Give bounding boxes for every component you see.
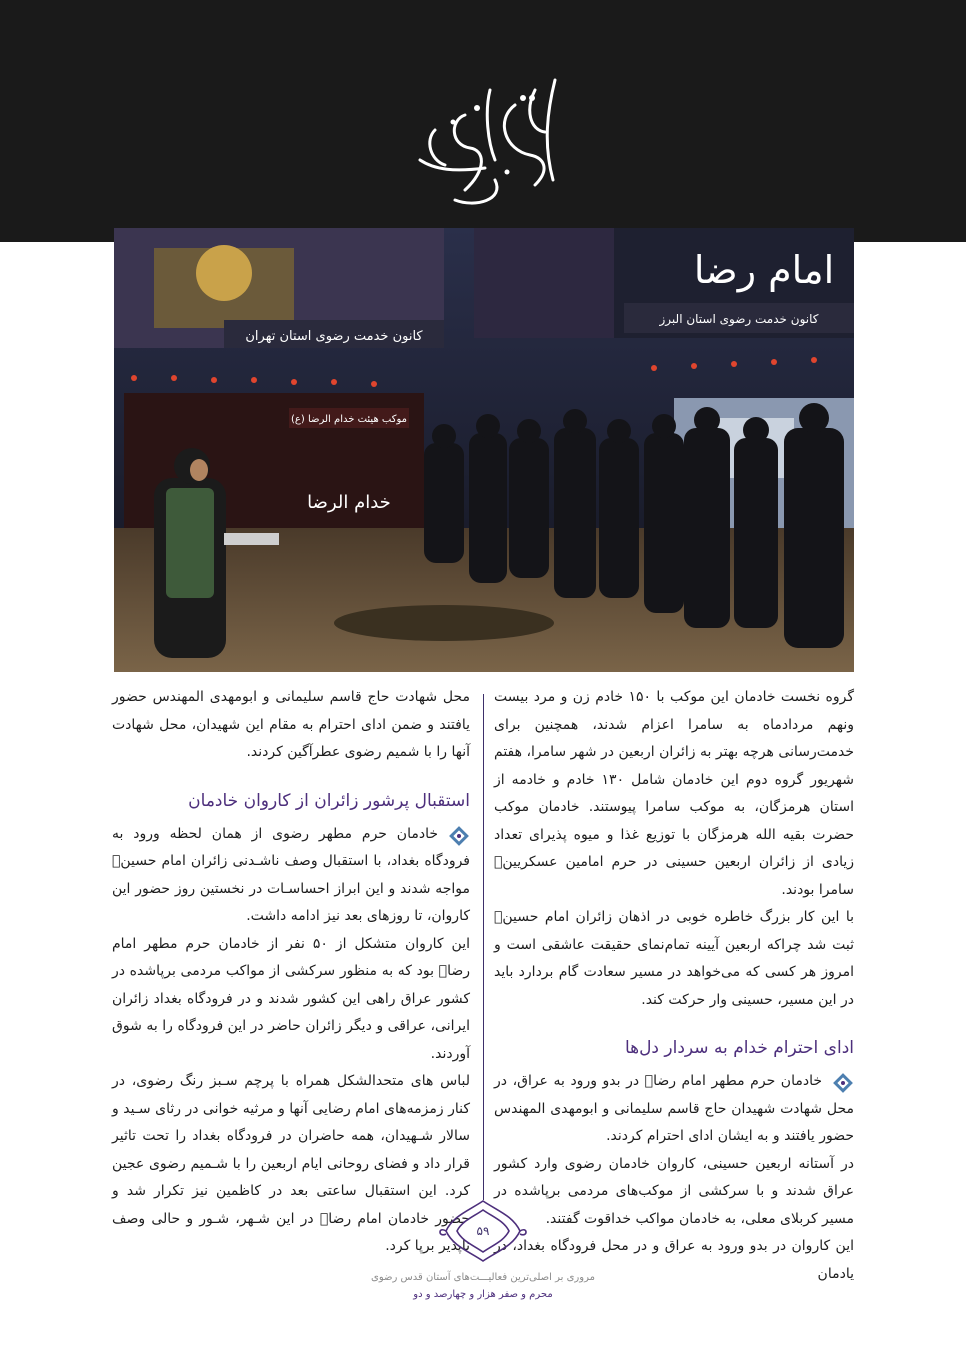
footer-issue-date: محرم و صفر هزار و چهارصد و دو <box>413 1289 553 1300</box>
banner-right-text: کانون خدمت رضوی استان البرز <box>659 312 819 326</box>
ornament-diamond-icon <box>448 825 470 847</box>
sign-center-text: موکب هیئت خدام الرضا (ع) <box>291 414 407 425</box>
column-divider <box>483 694 484 1200</box>
section-title: ادای احترام خدام به سردار دل‌ها <box>624 1038 854 1058</box>
section-title: استقبال پرشور زائران از کاروان خادمان <box>188 790 470 811</box>
paragraph-text: خادمان حرم مطهر رضوی از همان لحظه ورود به فرودگاه بغداد، با استقبال وصف ناشـدنی زائران امام حسین﷣ مواجه شدند و این ابراز احساسـات در نخستین روز حضور این کاروان، تا روزهای بعد نیز ادامه داشت. <box>112 825 470 924</box>
footer-publication-title: مروری بر اصلی‌ترین فعالیـــت‌های آستان قدس رضوی <box>371 1272 595 1283</box>
paragraph <box>112 821 470 931</box>
paragraph: در آستانه اربعین حسینی، کاروان خادمان رضوی وارد کشور عراق شدند و با سرکشی از موکب‌های مردمی برپاشده در مسیر کربلای معلی، به خادمان مواکب خداقوت گفتند. <box>494 1155 854 1227</box>
sign-lower-text: خدام الرضا <box>307 492 391 513</box>
paragraph: گروه نخست خادمان این موکب با ۱۵۰ خادم زن و مرد بیست ونهم مردادماه به سامرا اعزام شدند، همچنین برای خدمت‌رسانی هرچه بهتر به زائران اربعین در شهر سامرا، هفتم شهریور گروه دوم این خادمان شامل ۱۳۰ خادم و خادمه از استان هرمزگان، به موکب سامرا پیوستند. خادمان موکب حضرت بقیه الله هرمزگان با توزیع غذا و میوه پذیرای تعداد زیادی از زائران اربعین حسینی در حرم امامین عسکریین﷦ سامرا بودند. <box>494 689 854 898</box>
header-band <box>0 0 966 242</box>
paragraph: لباس های متحدالشکل همراه با پرچم سـبز رنگ رضوی، در کنار زمزمه‌های امام رضایی آنها و مرثیه خوانی در رثای سـید و سالار شـهیدان، همه حاضران در فرودگاه بغداد را تحت تاثیر قرار داد و فضای روحانی ایام اربعین را با شـمیم رضوی عجین کرد. این استقبال ساعتی بعد در کاظمین نیز تکرار شد و حضور خادمان امام رضا﷣ در این شـهر، شـور و حالی وصف ناپذیر برپا کرد. <box>112 1073 470 1254</box>
event-photo <box>114 228 854 672</box>
paragraph-text: خادمان حرم مطهر امام رضا﷣ در بدو ورود به عراق، در محل شهادت شهیدان حاج قاسم سلیمانی و ابومهدی المهندس حضور یافتند و به ایشان ادای احترام کردند. <box>494 1073 854 1144</box>
calligraphy-logo <box>395 60 585 210</box>
banner-left-text: کانون خدمت رضوی استان تهران <box>245 329 423 344</box>
ornament-diamond-icon <box>832 1072 854 1094</box>
paragraph: این کاروان متشکل از ۵۰ نفر از خادمان حرم مطهر امام رضا﷣ بود که به منظور سرکشی از مواکب مردمی برپاشده در کشور عراق راهی این کشور شدند و در فرودگاه بغداد زائران ایرانی، عراقی و دیگر زائران حاضر در این فرودگاه را به شوق آوردند. <box>112 935 470 1062</box>
article-column-left <box>112 684 470 1261</box>
banner-top-right-text: امام رضا <box>693 248 835 292</box>
page-number: ۵۹ <box>476 1224 490 1238</box>
article-column-right <box>494 684 854 1288</box>
paragraph <box>494 1068 854 1151</box>
paragraph: محل شهادت حاج قاسم سلیمانی و ابومهدی المهندس حضور یافتند و ضمن ادای احترام به مقام این شهیدان، محل شهادت آنها را با شمیم رضوی عطرآگین کردند. <box>112 689 470 760</box>
paragraph: با این کار بزرگ خاطره خوبی در اذهان زائران امام حسین﷣ ثبت شد چراکه اربعین آیینه تمام‌نمای حقیقت عاشقی است و امروز هر کسی که می‌خواهد در مسیر سعادت گام بردارد باید در این مسیر، حسینی وار حرکت کند. <box>494 909 854 1008</box>
paragraph: این کاروان در بدو ورود به عراق و در محل فرودگاه بغداد، در یادمان <box>494 1238 854 1282</box>
